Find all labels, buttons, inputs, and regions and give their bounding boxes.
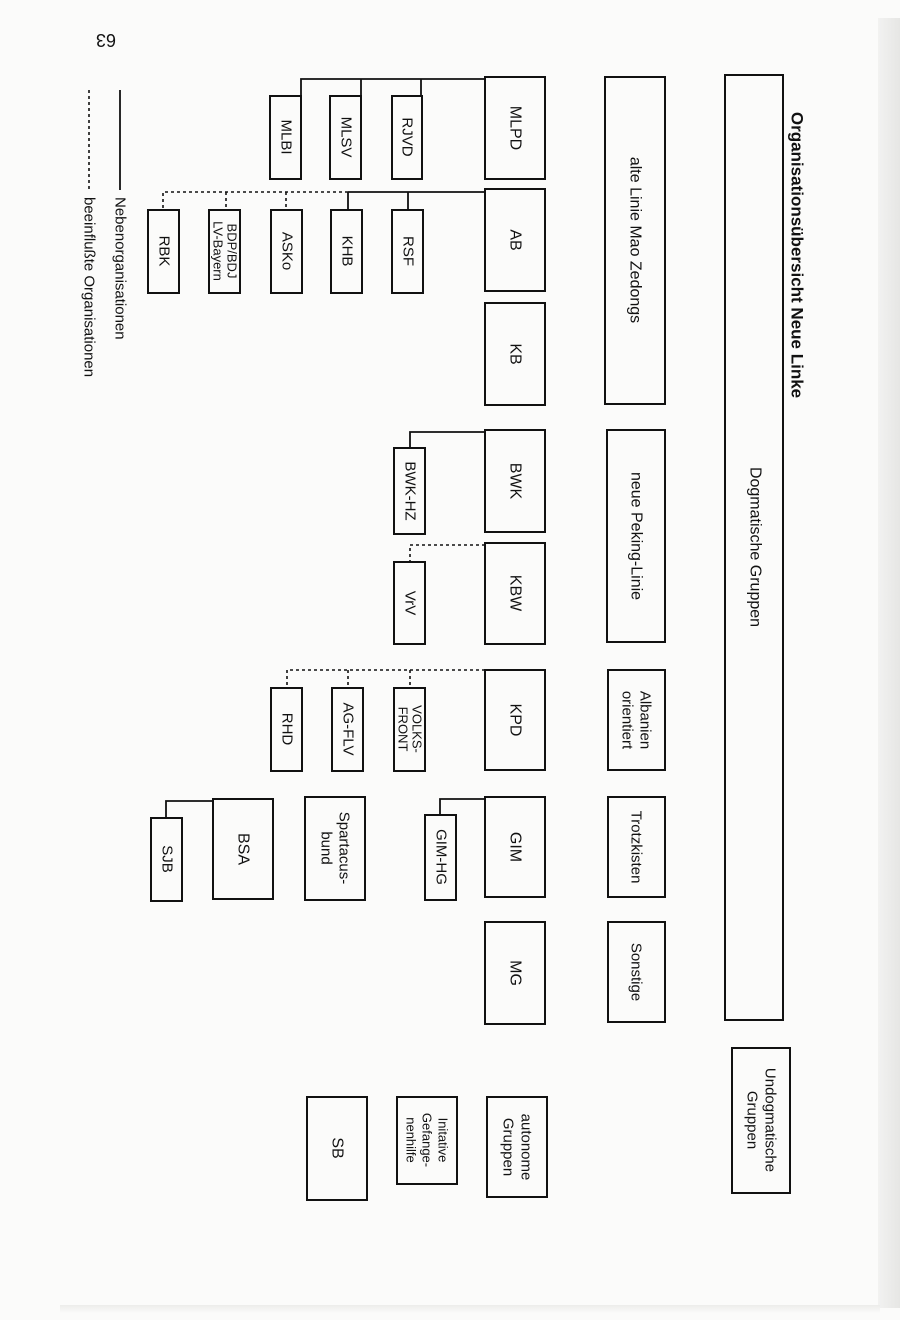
kpd-connector xyxy=(287,670,485,688)
svg-text:FRONT: FRONT xyxy=(395,706,411,752)
kbw-connector xyxy=(410,545,485,562)
svg-text:BDP/BDJ: BDP/BDJ xyxy=(224,223,240,279)
svg-text:orientiert: orientiert xyxy=(618,690,636,750)
bwk-label: BWK xyxy=(506,462,524,500)
rjvd-label: RJVD xyxy=(398,117,416,157)
khb-label: KHB xyxy=(338,235,356,267)
albanien-label xyxy=(619,691,654,750)
rhd-label: RHD xyxy=(278,712,296,746)
gim-label: GIM xyxy=(506,831,524,863)
ag-flv-label: AG-FLV xyxy=(339,702,357,756)
page-number: 63 xyxy=(95,30,117,50)
svg-text:Gefange-: Gefange- xyxy=(419,1112,435,1168)
ab-label: AB xyxy=(506,229,524,251)
svg-text:Gruppen: Gruppen xyxy=(743,1090,761,1150)
svg-text:autonome: autonome xyxy=(517,1113,535,1181)
sonstige-label: Sonstige xyxy=(627,942,645,1002)
kpd-label: KPD xyxy=(506,703,524,737)
gim-hg-label: GIM-HG xyxy=(432,829,450,885)
svg-text:nenhilfe: nenhilfe xyxy=(403,1117,419,1163)
svg-text:VOLKS-: VOLKS- xyxy=(409,705,425,753)
svg-text:bund: bund xyxy=(317,831,335,865)
rsf-label: RSF xyxy=(399,236,417,266)
mg-label: MG xyxy=(506,960,524,986)
bsa-connector xyxy=(166,801,213,818)
kbw-label: KBW xyxy=(506,574,524,612)
svg-text:LV-Bayern: LV-Bayern xyxy=(210,221,226,281)
svg-text:Albanien: Albanien xyxy=(636,690,654,750)
svg-text:Initative: Initative xyxy=(435,1117,451,1163)
mlsv-label: MLSV xyxy=(337,116,355,158)
volksfront-label xyxy=(396,705,425,753)
trotzkisten-label: Trotzkisten xyxy=(627,810,645,884)
rbk-label: RBK xyxy=(155,235,173,267)
chart-title: Organisationsübersicht Neue Linke xyxy=(787,111,807,399)
svg-text:Undogmatische: Undogmatische xyxy=(761,1067,779,1173)
ab-dashed-connector xyxy=(163,192,348,210)
autonome-label xyxy=(500,1114,535,1181)
mlpd-label: MLPD xyxy=(506,105,524,151)
peking-line-label: neue Peking-Linie xyxy=(627,471,645,601)
kb-label: KB xyxy=(506,343,524,365)
legend-solid-label: Nebenorganisationen xyxy=(111,197,129,340)
dogmatic-groups-label: Dogmatische Gruppen xyxy=(746,466,764,628)
bsa-label: BSA xyxy=(234,832,252,866)
bdp-bdj-label xyxy=(211,221,240,281)
mao-line-label: alte Linie Mao Zedongs xyxy=(626,156,644,324)
svg-text:Gruppen: Gruppen xyxy=(499,1117,517,1177)
svg-text:Spartacus-: Spartacus- xyxy=(335,811,353,885)
legend-dashed-label: beeinflußte Organisationen xyxy=(80,197,98,378)
asko-label: ASKo xyxy=(278,231,296,271)
undogmatic-groups-label xyxy=(744,1068,779,1172)
ab-solid-connector xyxy=(348,192,485,210)
mlbi-label: MLBI xyxy=(277,119,295,155)
mlpd-connector xyxy=(301,79,485,96)
bwk-hz-label: BWK-HZ xyxy=(401,461,419,521)
spartacus-label xyxy=(318,812,353,885)
gim-connector xyxy=(440,799,485,815)
bwk-connector xyxy=(410,432,485,448)
albanien-box xyxy=(608,670,665,770)
sb-label: SB xyxy=(328,1137,346,1159)
sjb-label: SJB xyxy=(158,845,176,873)
gefangenenhilfe-label xyxy=(404,1113,451,1167)
vrv-label: VrV xyxy=(401,590,419,616)
